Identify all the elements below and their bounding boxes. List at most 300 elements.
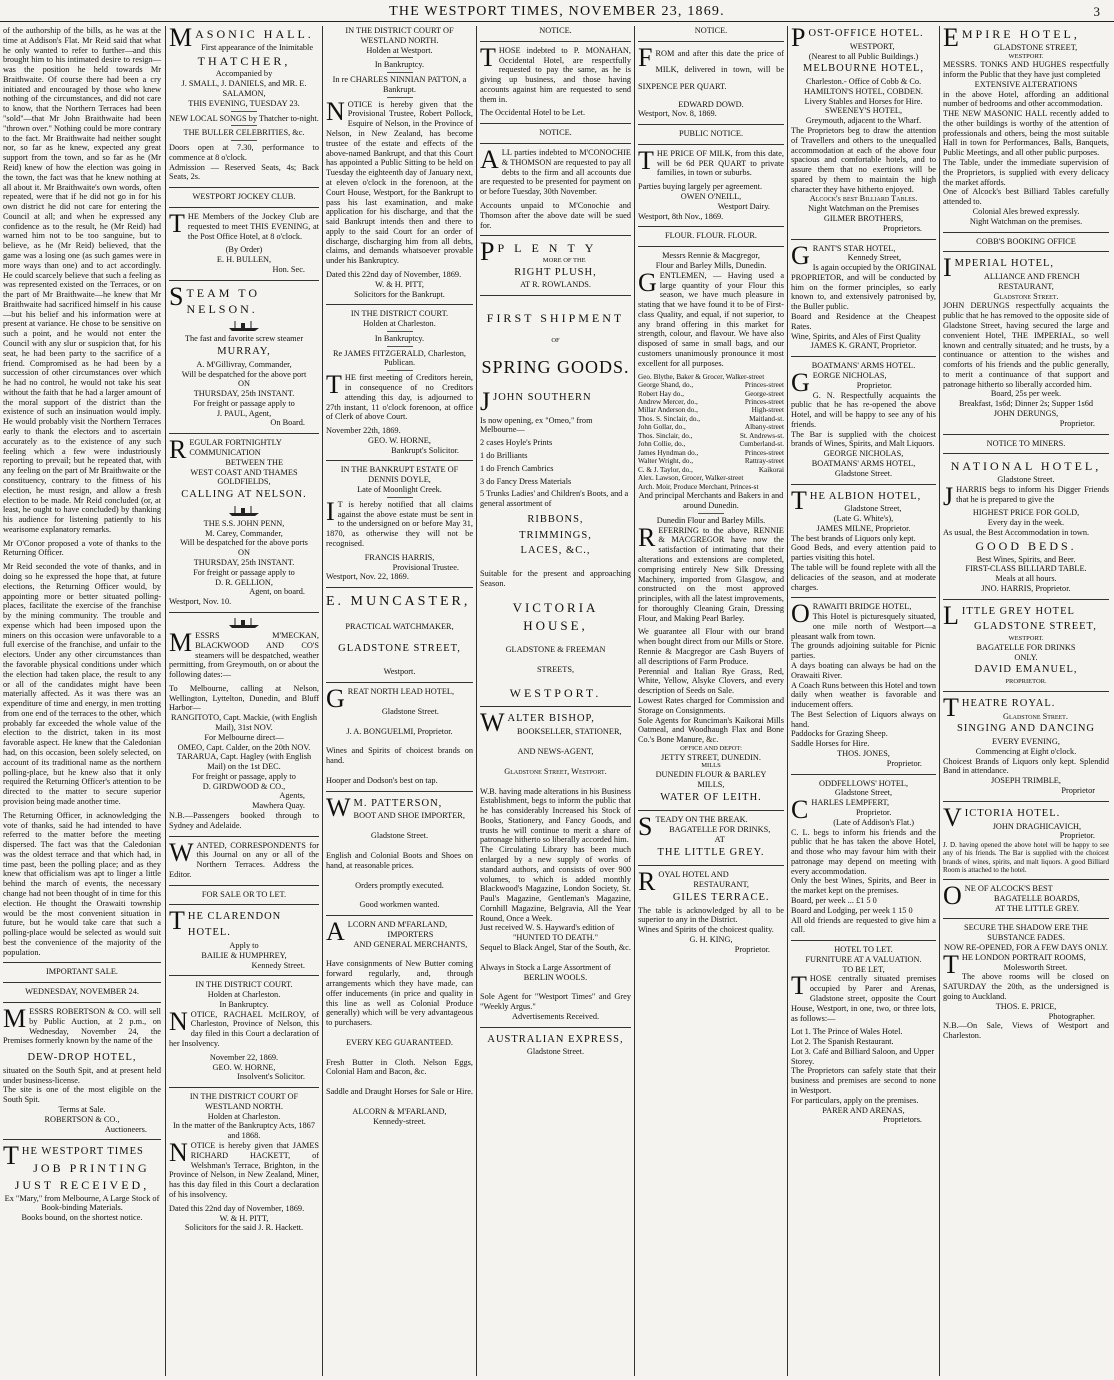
alcorn-signature-title: Kennedy-street.	[373, 1116, 426, 1126]
sale-terms: Terms at Sale.	[58, 1105, 106, 1114]
milk-notice-heading: NOTICE.	[694, 26, 728, 35]
testimonial-street: Kaikorai	[758, 465, 784, 474]
jockey-signature: E. H. BULLEN,	[216, 255, 272, 265]
masonic-accompanied: Accompanied by	[215, 69, 273, 79]
gilmer-signature-title: Proprietors.	[883, 223, 922, 233]
column-2: MASONIC HALL. First appearance of the Inimitable THATCHER, Accompanied by J. SMALL, J. DANIELS, and MR. E. SALAMON, THIS EVENING, TUESDAY 23. NEW LOCAL SONGS by Thatcher to-night. THE BULLER CELEBRITIES, &c. Doors open at 7.30, performance to commence at 8 o'clock. Admission — Reserved Seats, 4s; Back Seats, 2s. WESTPORT JOCKEY CLUB. THE Members of the Jockey Club are requested to meet THIS EVENING, at the Post Office Hotel, at 8 o'clock. (By Order) E. H. BULLEN, Hon. Sec. STEAM TO NELSON. The fast and favorite screw steamer MURRAY, A. M'Gillivray, Commander, Will be despatched for the above port ON THURSDAY, 25th INSTANT. For freight or passage apply to J. PAUL, Agent, On Board. REGULAR FORTNIGHTLY COMMUNICATION BETWEEN THE WEST COAST AND THAMES GOLDFIELDS, CALLING AT NELSON. THE S.S. JOHN PENN, M. Carey, Commander, Will be despatched for the above ports ON THURSDAY, 25th INSTANT. For freight or passage apply to D. R. GELLION, Agent, on board. Westport, Nov. 10. MESSRS M'MECKAN, BLACKWOOD AND CO'S steamers will be despatched, weather permitting, from Greymouth, on or about the following dates:— To Melbourne, calling at Nelson, Wellington, Lyttelton, Dunedin, and Bluff Harbor— RANGITOTO, Capt. Mackie, (with English Mail), 31st NOV. For Melbourne direct— OMEO, Capt. Calder, on the 20th NOV. TARARUA, Capt. Hagley (with English Mail) on the 1st DEC. For freight or passage, apply to D. GIRDWOOD & CO., Agents, Mawhera Quay. N.B.—Passengers booked through to Sydney and Adelaide. WANTED, CORRESPONDENTS for this Journal on any or all of the Northern Terraces. Address the Editor. FOR SALE OR TO LET. THE CLARENDON HOTEL. Apply to BAILIE & HUMPHREY, Kennedy Street. IN THE DISTRICT COURT. Holden at Charleston. In Bankruptcy. NOTICE, RACHAEL McILROY, of Charleston, Province of Nelson, this day filed in this Court a declaration of her Insolvency. November 22, 1869. GEO. W. HORNE, Insolvent's Solicitor. IN THE DISTRICT COURT OF WESTLAND NORTH. Holden at Charleston. In the matter of the Bankruptcy Acts, 1867 and 1868. NOTICE is hereby given that JAMES RICHARD HACKETT, of Welshman's Terrace, Brighton, in the Province of Nelson, in New Zealand, Miner, has this day filed in this Court a declaration of his insolvency. Dated this 22nd day of November, 1869. W. & H. PITT, Solicitors for the said J. R. Hackett.	[169, 26, 319, 1233]
column-3: IN THE DISTRICT COURT OF WESTLAND NORTH. Holden at Westport. In Bankruptcy. In re CHARLES NINNIAN PATTON, a Bankrupt. NOTICE is hereby given that the Provisional Trustee, Robert Pollock, Esquire of Nelson, in the Province of Nelson, in New Zealand, has become trustee of the estate and effects of the above-named Bankrupt, and that this Court has appointed a Public Sitting to be held on Tuesday the eighteenth day of January next, at eleven o'clock in the forenoon, at the Court House, Westport, for the Bankrupt to pass his last examination, and make application for his discharge, and that the said Bankrupt intends then and there to apply to the said Court for an order of discharge, discharging him from all debts, claims, and demands whatsoever provable under his Bankruptcy. Dated this 22nd day of November, 1869. W. & H. PITT, Solicitors for the Bankrupt. IN THE DISTRICT COURT. Holden at Charleston. In Bankruptcy. Re JAMES FITZGERALD, Charleston, Publican. THE first meeting of Creditors herein, in consequence of no Creditors attending this day, is adjourned to 27th instant, 11 o'clock forenoon, at office of Clerk of above Court. November 22th, 1869. GEO. W. HORNE, Bankrupt's Solicitor. IN THE BANKRUPT ESTATE OF DENNIS DOYLE, Late of Moonlight Creek. I T is hereby notified that all claims against the above estate must be sent in to the undersigned on or before May 31, 1870, as otherwise they will not be recognised. FRANCIS HARRIS, Provisional Trustee. Westport, Nov. 22, 1869. E. MUNCASTER, PRACTICAL WATCHMAKER, GLADSTONE STREET, Westport. GREAT NORTH LEAD HOTEL, Gladstone Street. J. A. BONGUELMI, Proprietor. Wines and Spirits of choicest brands on hand. Hooper and Dodson's best on tap. W M. PATTERSON, BOOT AND SHOE IMPORTER, Gladstone Street. English and Colonial Boots and Shoes on hand, at reasonable prices. Orders promptly executed. Good workmen wanted. ALCORN AND M'FARLAND, IMPORTERS AND GENERAL MERCHANTS, Have consignments of New Butter coming forward regularly, and, through arrangements which they have made, can offer inducements (in price and quality in this line as well as Colonial Produce generally) which will be very advantageous to purchasers. EVERY KEG GUARANTEED. Fresh Butter in Cloth. Nelson Eggs, Colonial Ham and Bacon, &c. Saddle and Draught Horses for Sale or Hire. ALCORN & M'FARLAND, Kennedy-street.	[326, 26, 473, 1126]
article-text: Mr Reid seconded the vote of thanks, and in doing so he expressed the hope that, at future elections, the Returning Officer would, by appointing more or better situated polling-places, facilitate the exercise of the franchise by the mining community. The trouble and expense which had been imposed upon the miners on this occasion were unfavorable to a full exercise of the franchise, and unfair to the electors. Under any other circumstances than the favorable physical conditions under which the election had taken place, the result to any or all of the candidates might have been materially affected. As it was there was an expenditure of time and energy, in men trotting from one end of the terraces to the other, which probably far exceeded the whole value of the election to the district, taken in its most favorable aspect. He knew that the Caledonian had, on this occasion, been solely selected, on account of its traditional name as the northern polling-place, but he knew also that it only required the Returning Officer's attention to be directed to the matter to secure superior provision being made another time.	[3, 562, 161, 806]
court-held: Holden at Charleston.	[207, 990, 281, 1000]
flour-and: And principal Merchants and Bakers in and around Dunedin.	[638, 491, 784, 511]
column-7: EMPIRE HOTEL, GLADSTONE STREET, WESTPORT. MESSRS. TONKS AND HUGHES respectfully inform the Public that they have just completed EXTENSIVE ALTERATIONS in the above Hotel, affording an additional number of bedrooms and other accommodation. THE NEW MASONIC HALL recently added to the other buildings is worthy of the attention of professionals and others, being the most suitable Hall in town for Performances, Balls, Banquets, Public Meetings, and all other public purposes. The Table, under the immediate supervision of the Proprietors, is supplied with every delicacy the market affords. One of Alcock's best Billiard Tables carefully attended to. Colonial Ales brewed expressly. Night Watchman on the premises. COBB'S BOOKING OFFICE IMPERIAL HOTEL, ALLIANCE AND FRENCH RESTAURANT, Gladstone Street. JOHN DERUNGS respectfully acquaints the public that he has removed to the opposite side of Gladstone Street, having secured the large and convenient Hotel, THE IMPERIAL, so well known and centrally situated; and he trusts, by a continuance or attention to the wishes and comforts of his friends and the public generally, to merit a continuance of that support and patronage hitherto so liberally accorded him. Board, 25s per week. Breakfast, 1s6d; Dinner 2s; Supper 1s6d JOHN DERUNGS, Proprietor. NOTICE TO MINERS. NATIONAL HOTEL, Gladstone Street. JHARRIS begs to inform his Digger Friends that he is prepared to give the HIGHEST PRICE FOR GOLD, Every day in the week. As usual, the Best Accommodation in town. GOOD BEDS. Best Wines, Spirits, and Beer. FIRST-CLASS BILLIARD TABLE. Meals at all hours. JNO. HARRIS, Proprietor. LITTLE GREY HOTEL GLADSTONE STREET, WESTPORT. BAGATELLE FOR DRINKS ONLY. DAVID EMANUEL, PROPRIETOR. THEATRE ROYAL. Gladstone Street. SINGING AND DANCING EVERY EVENING, Commencing at Eight o'clock. Choicest Brands of Liquors only kept. Splendid Band in attendance. JOSEPH TRIMBLE, Proprietor VICTORIA HOTEL. JOHN DRAGHICAVICH, Proprietor. J. D. having opened the above hotel will be happy to see any of his friends. The Bar is supplied with the choicest brands of wines, spirits, and malt liquors. A good Billiard Room is attached to the hotel. ONE OF ALCOCK'S BEST BAGATELLE BOARDS, AT THE LITTLE GREY. SECURE THE SHADOW ERE THE SUBSTANCE FADES. NOW RE-OPENED, FOR A FEW DAYS ONLY. THE LONDON PORTRAIT ROOMS, Molesworth Street. The above rooms will be closed on SATURDAY the 20th, as the undersigned is going to Auckland. THOS. E. PRICE, Photographer. N.B.—On Sale, Views of Westport and Charleston.	[943, 26, 1109, 1041]
flour-firm: Messrs Rennie & Macgregor,	[662, 251, 760, 261]
alcock-little-grey: AT THE LITTLE GREY.	[994, 903, 1079, 913]
referring-mills-2: DUNEDIN FLOUR & BARLEY	[655, 769, 767, 779]
regular-agent: D. R. GELLION,	[215, 577, 273, 587]
theatre-signature-title: Proprietor	[1061, 786, 1095, 796]
great-north-lead-proprietor: J. A. BONGUELMI, Proprietor.	[346, 726, 453, 736]
jockey-order: (By Order)	[225, 245, 263, 255]
empire-table: The Table, under the immediate supervision of the Proprietors, is supplied with every delicacy the market affords.	[943, 158, 1109, 187]
bishop-agent: Sole Agent for "Westport Times" and Grey "Weekly Argus."	[480, 992, 631, 1012]
testimonial-name: Geo. Blythe, Baker & Grocer, Walker-street	[638, 372, 765, 381]
cobb-booking: COBB'S BOOKING OFFICE	[976, 236, 1076, 246]
steam-body: The fast and favorite screw steamer	[184, 334, 304, 344]
spring-goods: SPRING GOODS.	[481, 356, 630, 377]
public-notice-body-2: Parties buying largely per agreement.	[638, 182, 763, 192]
notice2-heading: NOTICE.	[539, 128, 572, 138]
national-heading: NATIONAL HOTEL,	[950, 459, 1102, 474]
national-gold: HIGHEST PRICE FOR GOLD,	[972, 508, 1080, 518]
estate-date: Westport, Nov. 22, 1869.	[326, 572, 409, 582]
testimonial-name: John Collie, do.,	[638, 440, 686, 449]
sale-body: ESSRS ROBERTSON & CO. will sell by Public Auction, at 2 p.m., on Wednesday, November 24, the Premises formerly known by the name of the	[3, 1007, 161, 1046]
estate-heading: IN THE BANKRUPT ESTATE OF DENNIS DOYLE,	[340, 465, 459, 485]
bishop-trade-2: AND NEWS-AGENT,	[517, 746, 594, 756]
testimonial-name: C. & J. Taylor, do.,	[638, 465, 693, 474]
testimonial-name: Andrew Mercer, do.,	[638, 397, 698, 406]
court-heading: IN THE DISTRICT COURT.	[195, 980, 293, 990]
plenty-heading: PLENTY	[497, 241, 604, 256]
theatre-liquors: Choicest Brands of Liquors only kept. Splendid Band in attendance.	[943, 756, 1109, 776]
steam-ship-name: MURRAY,	[217, 346, 271, 358]
imperial-restaurant: RESTAURANT,	[998, 281, 1054, 291]
mmeckan-to: To Melbourne, calling at Nelson, Wellington, Lyttelton, Dunedin, and Bluff Harbor—	[169, 683, 319, 713]
notice-body: HOSE indebted to P. MONAHAN, Occidental Hotel, are respectfully requested to pay the same, as he is giving up business, and those having accounts against him are requested to send them in.	[480, 45, 631, 104]
page-number: 3	[1093, 4, 1100, 19]
empire-heading: MPIRE HOTEL,	[961, 27, 1080, 41]
national-wines: Best Wines, Spirits, and Beer.	[976, 554, 1076, 564]
reopened-heading: NOW RE-OPENED, FOR A FEW DAYS ONLY.	[944, 943, 1108, 953]
gilmer-signature: GILMER BROTHERS,	[823, 214, 904, 223]
bishop-heading: ALTER BISHOP,	[507, 713, 595, 725]
court4-signature-title: Bankrupt's Solicitor.	[391, 445, 459, 455]
theatre-time: Commencing at Eight o'clock.	[975, 746, 1077, 756]
imperial-street: Gladstone Street.	[993, 291, 1059, 301]
steam-onboard: On Board.	[270, 418, 305, 428]
regular-place: Westport, Nov. 10.	[169, 597, 232, 607]
london-portrait-heading: HE LONDON PORTRAIT ROOMS,	[961, 952, 1086, 962]
grant-wine: Wine, Spirits, and Ales of First Quality	[791, 331, 921, 341]
express-heading: AUSTRALIAN EXPRESS,	[487, 1033, 624, 1045]
clarendon-apply: Apply to	[229, 940, 259, 950]
steam-agent: J. PAUL, Agent,	[216, 408, 272, 418]
public-notice-heading: PUBLIC NOTICE.	[678, 129, 744, 139]
jockey-signature-title: Hon. Sec.	[272, 264, 305, 274]
testimonial-row	[638, 381, 784, 389]
boatmans-heading: BOATMANS' ARMS HOTEL.	[811, 361, 916, 371]
bishop-library: The Circulating Library has been much enlarged by a new supply of works of standard authors, and consists of over 900 volumes, to which is added monthly Blackwood's Magazine, London Society, St. Paul's Magazine, Gentleman's Magazine, Cornhill Magazine, Belgravia, All the Year Round, Once a Week.	[480, 845, 631, 923]
court4-bankruptcy: In Bankruptcy.	[374, 333, 425, 343]
royal-heading: OYAL HOTEL AND	[658, 870, 729, 880]
regular-date: THURSDAY, 25th INSTANT.	[193, 558, 295, 568]
times-body: Ex "Mary," from Melbourne, A Large Stock of Book-binding Materials.	[4, 1193, 160, 1213]
little-grey-street: GLADSTONE STREET,	[974, 621, 1097, 633]
london-portrait-street: Molesworth Street.	[1003, 962, 1068, 972]
proprietors-body: The Proprietors beg to draw the attention of Travellers and others to the unequalled accommodation at each of the above four spacious and comfortable hotels, and to assure them that no exertions will be spared by them to maintain the high character they have hitherto enjoyed.	[791, 125, 936, 194]
steam-freight: For freight or passage apply to	[193, 398, 295, 408]
notice2-body: LL parties indebted to M'CONOCHIE & THOMSON are requested to pay all debts to the firm and all accounts due are requested to be presented for payment on or before Tuesday, 30th November.	[480, 148, 631, 197]
testimonial-row	[638, 432, 784, 440]
patterson-wanted: Good workmen wanted.	[359, 900, 440, 910]
victoria-house-town: WESTPORT.	[509, 685, 602, 700]
great-north-lead-wines: Wines and Spirits of choicest brands on hand.	[326, 746, 473, 766]
referring-guarantee: We guarantee all Flour with our brand when bought direct from our Mills or Store.	[638, 627, 784, 647]
victoria-hotel-proprietor-title: Proprietor.	[1059, 831, 1095, 841]
clarendon-who: BAILIE & HUMPHREY,	[201, 950, 287, 960]
imperial-signature-title: Proprietor.	[1059, 418, 1095, 428]
court2-date: Dated this 22nd day of November, 1869.	[169, 1203, 305, 1213]
albion-late: (Late G. White's),	[833, 514, 894, 524]
wanted-body: ANTED, CORRESPONDENTS for this Journal on any or all of the Northern Terraces. Address the Editor.	[169, 840, 319, 879]
proprietors-night: Night Watchman on the Premises	[808, 204, 919, 214]
estate-body: T is hereby notified that all claims against the above estate must be sent in to the undersigned on or before May 31, 1870, as otherwise they will not be recognised.	[326, 499, 473, 548]
court2-heading: IN THE DISTRICT COURT OF WESTLAND NORTH.	[189, 1092, 299, 1111]
testimonial-name: Arch. Moir, Produce Merchant, Princes-st	[638, 482, 759, 491]
testimonial-name: Robert Hay do.,	[638, 389, 684, 398]
regular-despatch: Will be despatched for the above ports	[180, 538, 308, 548]
national-usual: As usual, the Best Accommodation in town.	[943, 528, 1090, 538]
referring-agents: Sole Agents for Runciman's Kaikorai Mills Oatmeal, and Woodhaugh Flax and Bone Co.'s Bone Manure, &c.	[638, 715, 784, 745]
oddfellows-lodging-rate: Board and Lodging, per week 1 15 0	[791, 905, 913, 915]
post-office-heading: OST-OFFICE HOTEL.	[808, 28, 924, 39]
patterson-street: Gladstone Street.	[370, 831, 429, 841]
court3-body: OTICE is hereby given that the Provisional Trustee, Robert Pollock, Esquire of Nelson, in the Province of Nelson, in New Zealand, has become trustee of the estate and effects of the above-named Bankrupt, and that this Court has appointed a Public Sitting to be held on Tuesday the eighteenth day of January next, at eleven o'clock in the forenoon, at the Court House, Westport, for the Bankrupt to pass his last examination, and make application for his discharge, and that the said Bankrupt intends then and there to apply to the said Court for an order of discharge, discharging him from all debts, claims, and demands whatsoever provable under his Bankruptcy.	[326, 99, 473, 266]
steady-bagatelle: BAGATELLE FOR DRINKS,	[669, 825, 771, 835]
steamer-icon	[227, 505, 261, 517]
regular-route: WEST COAST AND THAMES GOLDFIELDS,	[190, 467, 298, 487]
court-body: OTICE, RACHAEL McILROY, of Charleston, Province of Nelson, this day filed in this Court a declaration of her Insolvency.	[169, 1009, 319, 1048]
oddfellows-street: Gladstone Street,	[834, 788, 893, 798]
steam-commander: A. M'Gillivray, Commander,	[196, 359, 292, 369]
article-text: The Returning Officer, in acknowledging the vote of thanks, said he had intended to have referred to the matter before the meeting dispersed. The fact was that the Caledonian was the oldest terrace and that which had, in time past, been the polling place; and as they knew that officialism was apt to linger a little behind the march of events, the necessary change had not been thought of in time for this election. He thought the Orawaiti township would be the most convenient situation in future, but he would take care that such a polling-place would be selected as would suit best the convenience of the majority of the population.	[3, 810, 161, 957]
steam-heading: TEAM TO NELSON.	[186, 285, 261, 317]
testimonial-street: High-street	[751, 406, 784, 415]
testimonial-street: St. Andrews-st.	[739, 431, 784, 440]
empire-ales: Colonial Ales brewed expressly.	[972, 206, 1080, 216]
times-subheading-2: JUST RECEIVED,	[14, 1177, 150, 1192]
milk-notice-date: Westport, Nov. 8, 1869.	[638, 109, 717, 119]
testimonial-row	[638, 406, 784, 414]
flour-body: ENTLEMEN, — Having used a large quantity of your Flour this season, we have much pleasure in stating that we have found it to be of First-class Quality, and equal, if not superior, to any brand offering in this market for strength, colour, and flavour. We have also disposed of same in small bags, and our customers unanimously pronounce it most excellent for all purposes.	[638, 270, 784, 368]
royal-signature-title: Proprietor.	[734, 944, 770, 954]
regular-heading: EGULAR FORTNIGHTLY COMMUNICATION	[189, 438, 282, 458]
to-be-let-signature-title: Proprietors.	[883, 1115, 922, 1125]
boatmans-signature-2: BOATMANS' ARMS HOTEL,	[811, 458, 916, 468]
theatre-singing: SINGING AND DANCING	[957, 723, 1095, 735]
alcorn-body: Have consignments of New Butter coming forward regularly, and, through arrangements which they have made, can offer inducements (in price and quality in this line as well as Colonial Produce generally) which will be very advantageous to purchasers.	[326, 959, 473, 1028]
column-5: NOTICE. FROM and after this date the price of MILK, delivered in town, will be SIXPENCE PER QUART. EDWARD DOWD. Westport, Nov. 8, 1869. PUBLIC NOTICE. THE PRICE OF MILK, from this date, will be 6d PER QUART to private families, in town or suburbs. Parties buying largely per agreement. OWEN O'NEILL, Westport Dairy. Westport, 8th Nov., 1869. FLOUR. FLOUR. FLOUR. Messrs Rennie & Macgregor, Flour and Barley Mills, Dunedin. GENTLEMEN, — Having used a large quantity of your Flour this season, we have much pleasure in stating that we have found it to be of First-class Quality, and equal, if not superior, to any brand offering in this market for strength, colour, and flavour. We have also disposed of same in small bags, and our customers unanimously pronounce it most excellent for all purposes. Geo. Blythe, Baker & Grocer, Walker-street George Shand, do., Princes-street Robert Hay do., George-street Andrew Mercer, do., Princes-street Millar Anderson do., High-street Thos. S. Sinclair, do., Maitland-st. John Gollar, do., Albany-street Thos. Sinclair, do., St. Andrews-st. John Collie, do., Cumberland-st. James Hyndman do., Princes-street Walter Wright, do., Rattray-street C. & J. Taylor, do., Kaikorai Alex. Lawson, Grocer, Walker-street Arch. Moir, Produce Merchant, Princes-st And principal Merchants and Bakers in and around Dunedin. Dunedin Flour and Barley Mills. REFERRING to the above, RENNIE & MACGREGOR have now the satisfaction of intimating that their alterations and extensions are completed, comprising entirely New Silk Dressing Machinery, imported from Glasgow, and constructed on the most approved principles, with all the latest improvements, for thoroughly Cleaning Grain, Dressing Flour, and Making Pearl Barley. We guarantee all Flour with our brand when bought direct from our Mills or Store. Rennie & Macgregor are Cash Buyers of all descriptions of Farm Produce. Perennial and Italian Rye Grass, Red, White, Yellow, Alsyke Clovers, and every description of Seeds on Sale. Lowest Rates charged for Commission and Storage on Consignments. Sole Agents for Runciman's Kaikorai Mills Oatmeal, and Woodhaugh Flax and Bone Co.'s Bone Manure, &c. OFFICE AND DEPOT: JETTY STREET, DUNEDIN. MILLS DUNEDIN FLOUR & BARLEY MILLS, WATER OF LEITH. STEADY ON THE BREAK. BAGATELLE FOR DRINKS, AT THE LITTLE GREY. ROYAL HOTEL AND RESTAURANT, GILES TERRACE. The table is acknowledged by all to be superior to any in the District. Wines and Spirits of the choicest quality. G. H. KING, Proprietor.	[638, 26, 784, 954]
referring-rates: Lowest Rates charged for Commission and Storage on Consignments.	[638, 695, 784, 715]
patterson-body: English and Colonial Boots and Shoes on hand, at reasonable prices.	[326, 850, 473, 870]
mmeckan-place: Mawhera Quay.	[252, 801, 305, 811]
victoria-hotel-proprietor: JOHN DRAGHICAVICH,	[992, 821, 1082, 831]
bishop-body: W.B. having made alterations in his Business Establishment, begs to inform the public that he has considerably Increased his Stock of Books, Stationery, and Fancy Goods, and trusts he will continue to merit a share of patronage hitherto so liberally accorded him.	[480, 786, 631, 845]
oddfellows-body: C. L. begs to inform his friends and the public that he has taken the above Hotel, and those who may favour him with their patronage may depend on meeting with every accommodation.	[791, 827, 936, 876]
bishop-wools: Always in Stock a Large Assortment of	[480, 962, 611, 972]
imperial-heading: MPERIAL HOTEL,	[954, 258, 1055, 270]
theatre-heading: HEATRE ROYAL.	[961, 697, 1056, 709]
referring-office: OFFICE AND DEPOT:	[680, 744, 742, 752]
victoria-hotel-heading: ICTORIA HOTEL.	[964, 807, 1061, 819]
empire-body: MESSRS. TONKS AND HUGHES respectfully inform the Public that they have just completed	[943, 60, 1109, 80]
testimonial-name: Thos. S. Sinclair, do.,	[638, 414, 701, 423]
newspaper-title: THE WESTPORT TIMES, NOVEMBER 23, 1869.	[389, 4, 725, 19]
jockey-body: HE Members of the Jockey Club are requested to meet THIS EVENING, at the Post Office Hotel, at 8 o'clock.	[187, 211, 319, 241]
masonic-date: THIS EVENING, TUESDAY 23.	[188, 98, 300, 108]
for-sale-heading: FOR SALE OR TO LET.	[201, 889, 287, 899]
post-office-town: WESTPORT,	[849, 41, 895, 51]
court2-body: OTICE is hereby given that JAMES RICHARD HACKETT, of Welshman's Terrace, Brighton, in the Province of Nelson, in New Zealand, Miner, has this day filed in this Court a declaration of his insolvency.	[169, 1141, 319, 1199]
patterson-trade: BOOT AND SHOE IMPORTER,	[353, 811, 465, 821]
albion-beds: Good Beds, and every attention paid to parties visiting this hotel.	[791, 543, 936, 563]
court4-re: Re JAMES FITZGERALD, Charleston, Publican.	[333, 348, 466, 368]
grant-signature: JAMES K. GRANT, Proprietor.	[810, 341, 917, 351]
public-notice-body: HE PRICE OF MILK, from this date, will be 6d PER QUART to private families, in town or suburbs.	[656, 148, 784, 178]
masonic-celebrities: THE BULLER CELEBRITIES, &c.	[183, 128, 305, 138]
article-text: of the authorship of the bills, as he was at the time at Addison's Flat. Mr Reid said that what he only wanted to refer to further—and this brought him to his intimated desire to resign—was the position he held towards Mr Braithwaite. Of course there had been a cry initiated and encouraged by those who knew nothing of the circumstances, and did not care to know, that the Northern Terraces had been "sold"—that Mr John Braithwaite had been "thrown over." Nothing could be more contrary to the fact. Mr Braithwaite had neither sought nor, so far as he knew, expected any great support from the town, and so far as he (Mr Reid) knew of how the election was going in the town, the fact was that he knew nothing at all about it. Mr Braithwaite's own words, often repeated, were that if he did not go in for his own district he did not care for entering the Council at all; and when he expressed any confidence as to the result, he (Mr Reid) had warned him not to be too sanguine, but to believe, as he (Mr Reid) believed, that the game was a losing one (as such games were in more ways than one) and to act accordingly. He could scarcely believe that such a feeling as was represented existed on the Terraces, or on the part of Mr Braithwaite—he knew that Mr Braithwaite had sacrificed himself in his cause—but his belief and his information were at present at variance. He chose to be sensitive on such a point, and he would not enter the Council with any slur or suspicion that, for his seat, he had been party to the sacrifice of a friend. Compromised as he had been by a succession of other circumstances over which he had no control, he would not take his seat without the faith that he had a larger amount of the moral support of the district than the existence of such an insinuation would imply. He would probably visit the Northern Terraces early to thank the electors and to ascertain accurately as to the existence of any such feeling which a few were industriously reporting to prevail; but he repeated that, with any feeling on the part of Mr Braithwaite or the constituency, contrary to the fitness of his election, he must resign, and allow a fresh election to be made. Mr Reid concluded (or, at least, he ought to have concluded) by thanking his audience for listening patiently to his wearisome explanatory remarks.	[3, 26, 161, 534]
referring-mills-4: WATER OF LEITH.	[660, 791, 762, 803]
testimonial-name: Thos. Sinclair, do.,	[638, 431, 693, 440]
regular-agent-2: Agent, on board.	[249, 587, 305, 597]
court-signature-title: Insolvent's Solicitor.	[237, 1072, 305, 1082]
alcorn-signature: ALCORN & M'FARLAND,	[352, 1107, 447, 1117]
hamilton-hotel: HAMILTON'S HOTEL, COBDEN.	[803, 86, 924, 96]
little-grey-bagatelle: BAGATELLE FOR DRINKS	[976, 642, 1076, 652]
masonic-names: J. SMALL, J. DANIELS, and MR. E. SALAMON,	[181, 79, 307, 98]
regular-calling: CALLING AT NELSON.	[181, 489, 307, 501]
to-be-let-signature: PARER AND ARENAS,	[822, 1105, 905, 1115]
flour-testimonial-list	[638, 373, 784, 492]
orawaiti-signature-title: Proprietor.	[886, 758, 922, 768]
court3-bankruptcy: In Bankruptcy.	[374, 60, 425, 70]
mmeckan-freight: For freight or passage, apply to	[192, 771, 296, 781]
milk-notice-signature: EDWARD DOWD.	[678, 99, 744, 109]
albion-street: Gladstone Street,	[844, 504, 902, 514]
alcock-heading: NE OF ALCOCK'S BEST	[964, 884, 1053, 894]
masonic-admission: Admission — Reserved Seats, 4s; Back Seats, 2s.	[169, 162, 319, 182]
southern-body: Is now opening, ex "Omeo," from Melbourne—	[480, 415, 593, 435]
national-day: Every day in the week.	[987, 518, 1065, 528]
alcorn-heading: LCORN AND M'FARLAND,	[347, 920, 448, 930]
plenty-more: MORE OF THE	[542, 257, 586, 265]
steamer-icon	[227, 320, 261, 332]
steam-on: ON	[238, 379, 250, 389]
mmeckan-ship-2: OMEO, Capt. Calder, on the 20th NOV.	[177, 742, 311, 752]
testimonial-row	[638, 483, 784, 491]
empire-night: Night Watchman on the premises.	[969, 216, 1083, 226]
referring-office-2: JETTY STREET, DUNEDIN.	[660, 752, 761, 762]
little-grey-town: WESTPORT.	[1008, 635, 1044, 643]
imperial-alliance: ALLIANCE AND FRENCH	[983, 272, 1080, 282]
orawaiti-boating: A days boating can always be had on the Orawaiti River.	[791, 661, 936, 680]
southern-item: 1 do French Cambrics	[480, 463, 554, 473]
to-be-let-particulars: For particulars, apply on the premises.	[791, 1095, 919, 1105]
regular-ship: THE S.S. JOHN PENN,	[203, 518, 285, 528]
mmeckan-ship-3: TARARUA, Capt. Hagley (with English Mail) on the 1st DEC.	[176, 752, 312, 772]
royal-body: The table is acknowledged by all to be superior to any in the District.	[638, 905, 784, 925]
bishop-sequel: Sequel to Black Angel, Star of the South, &c.	[480, 943, 631, 953]
estate-signature-title: Provisional Trustee.	[392, 562, 459, 572]
lot-item: Lot 2. The Spanish Restaurant.	[791, 1037, 894, 1047]
muncaster-trade: PRACTICAL WATCHMAKER,	[345, 621, 454, 631]
column-4: NOTICE. THOSE indebted to P. MONAHAN, Occidental Hotel, are respectfully requested to pay the same, as he is giving up business, and those having accounts against him are requested to send them in. The Occidental Hotel to be Let. NOTICE. ALL parties indebted to M'CONOCHIE & THOMSON are requested to pay all debts to the firm and all accounts due are requested to be presented for payment on or before Tuesday, 30th November. Accounts unpaid to M'Conochie and Thomson after the above date will be sued for. PPLENTY MORE OF THE RIGHT PLUSH, AT R. ROWLANDS. FIRST SHIPMENT OF SPRING GOODS. JJOHN SOUTHERN Is now opening, ex "Omeo," from Melbourne— 2 cases Hoyle's Prints 1 do Brilliants 1 do French Cambrics 3 do Fancy Dress Materials 5 Trunks Ladies' and Children's Boots, and a general assortment of RIBBONS, TRIMMINGS, LACES, &C., Suitable for the present and approaching Season. VICTORIA HOUSE, GLADSTONE & FREEMAN STREETS, WESTPORT. WALTER BISHOP, BOOKSELLER, STATIONER, AND NEWS-AGENT, Gladstone Street, Westport. W.B. having made alterations in his Business Establishment, begs to inform the public that he has considerably Increased his Stock of Books, Stationery, and Fancy Goods, and trusts he will continue to merit a share of patronage hitherto so liberally accorded him. The Circulating Library has been much enlarged by a new supply of works of standard authors, and consists of over 900 volumes, to which is added monthly Blackwood's Magazine, London Society, St. Paul's Magazine, Gentleman's Magazine, Cornhill Magazine, Belgravia, All the Year Round, Once a Week. Just received W. S. Hayward's edition of "HUNTED TO DEATH." Sequel to Black Angel, Star of the South, &c. Always in Stock a Large Assortment of BERLIN WOOLS. Sole Agent for "Westport Times" and Grey "Weekly Argus." Advertisements Received. AUSTRALIAN EXPRESS, Gladstone Street.	[480, 26, 631, 1057]
victoria-hotel-body: J. D. having opened the above hotel will be happy to see any of his friends. The Bar is supplied with the choicest brands of wines, spirits, and malt liquors. A good Billiard Room is attached to the hotel.	[943, 841, 1109, 874]
notice-body-2: The Occidental Hotel to be Let.	[480, 108, 586, 118]
orawaiti-signature: THOS. JONES,	[837, 749, 890, 759]
bishop-berlin: BERLIN WOOLS.	[523, 972, 588, 982]
national-body: HARRIS begs to inform his Digger Friends that he is prepared to give the	[956, 484, 1109, 504]
shadow-heading: SECURE THE SHADOW ERE THE SUBSTANCE FADES.	[964, 923, 1088, 943]
public-notice-date: Westport, 8th Nov., 1869.	[638, 211, 724, 221]
southern-heading: JOHN SOUTHERN	[493, 391, 592, 403]
orawaiti-heading: RAWAITI BRIDGE HOTEL,	[812, 602, 912, 612]
testimonial-name: Walter Wright, do.,	[638, 457, 694, 466]
sweeney-hotel: SWEENEY'S HOTEL,	[824, 106, 903, 116]
public-notice-signature-title: Westport Dairy.	[717, 201, 770, 211]
testimonial-row	[638, 449, 784, 457]
alcorn-butter: Fresh Butter in Cloth. Nelson Eggs, Colonial Ham and Bacon, &c.	[326, 1057, 473, 1077]
grant-heading: RANT'S STAR HOTEL,	[812, 243, 896, 253]
oddfellows-wines: Only the best Wines, Spirits, and Beer in the market kept on the premises.	[791, 876, 936, 896]
london-portrait-note: N.B.—On Sale, Views of Westport and Charleston.	[943, 1021, 1109, 1041]
court-date: November 22, 1869.	[209, 1052, 279, 1062]
testimonial-row	[638, 398, 784, 406]
plenty-rowlands: AT R. ROWLANDS.	[520, 280, 591, 290]
southern-item: 2 cases Hoyle's Prints	[480, 438, 553, 448]
testimonial-name: Alex. Lawson, Grocer, Walker-street	[638, 474, 744, 483]
court3-signature-title: Solicitors for the Bankrupt.	[354, 289, 445, 299]
to-be-let-proprietors: The Proprietors can safely state that their business and premises are second to none in Westport.	[791, 1066, 936, 1096]
patterson-orders: Orders promptly executed.	[355, 880, 444, 890]
court4-signature: GEO. W. HORNE,	[368, 435, 431, 445]
little-grey-only: ONLY.	[1014, 652, 1038, 662]
sale-body-2: situated on the South Spit, and at present held under business-license.	[3, 1065, 161, 1085]
theatre-signature: JOSEPH TRIMBLE,	[991, 776, 1061, 786]
court3-signature: W. & H. PITT,	[375, 279, 424, 289]
steady-at: AT	[714, 834, 725, 844]
testimonial-street: Albany-street	[744, 423, 784, 432]
london-portrait-body: The above rooms will be closed on SATURDAY the 20th, as the undersigned is going to Auckland.	[943, 972, 1109, 1001]
sweeney-hotel-sub: Greymouth, adjacent to the Wharf.	[805, 116, 922, 126]
southern-item: 3 do Fancy Dress Materials	[480, 476, 572, 486]
article-text: Mr O'Conor proposed a vote of thanks to the Returning Officer.	[3, 538, 161, 558]
boatmans-signature-3: Gladstone Street.	[834, 468, 893, 478]
court-bankruptcy: In Bankruptcy.	[219, 999, 269, 1009]
alcock-bagatelle: BAGATELLE BOARDS,	[994, 893, 1080, 903]
royal-signature: G. H. KING,	[689, 935, 733, 944]
court2-held: Holden at Charleston.	[207, 1111, 281, 1121]
masthead	[0, 0, 1114, 22]
oddfellows-board-rate: Board, per week ... £1 5 0	[791, 895, 877, 905]
regular-on: ON	[238, 548, 250, 558]
court2-signature: W. & H. PITT,	[219, 1213, 269, 1223]
boatmans-proprietor-title: Proprietor.	[856, 380, 893, 390]
hamilton-hotel-sub: Livery Stables and Horses for Hire.	[804, 96, 923, 106]
orawaiti-coach: A Coach Runs between this Hotel and town daily when weather is favorable and inducement offers.	[791, 680, 936, 710]
hotel-to-let-heading: HOTEL TO LET.	[834, 945, 893, 955]
orawaiti-saddle: Saddle Horses for Hire.	[791, 739, 870, 749]
steady-little-grey: THE LITTLE GREY.	[657, 846, 765, 858]
to-be-let-body: HOSE centrally situated premises occupied by Parer and Arenas, Gladstone street, opposite the Court House, Westport, in one, two, or three lots, as follows:—	[791, 974, 936, 1023]
flour-mills-2: Dunedin Flour and Barley Mills.	[656, 515, 766, 525]
boatmans-body: G. N. Respectfully acquaints the public that he has re-opened the above Hotel, and will be happy to see any of his friends.	[791, 390, 936, 429]
national-street: Gladstone Street.	[997, 475, 1055, 485]
little-grey-proprietor: PROPRIETOR.	[1005, 678, 1047, 686]
great-north-lead-heading: REAT NORTH LEAD HOTEL,	[347, 686, 455, 696]
testimonial-name: James Hyndman do.,	[638, 448, 699, 457]
court3-heading: IN THE DISTRICT COURT OF WESTLAND NORTH.	[345, 26, 454, 45]
empire-body-2: in the above Hotel, affording an additional number of bedrooms and other accommodation.	[943, 89, 1109, 109]
orawaiti-body: This Hotel is picturesquely situated, one mile north of Westport—a pleasant walk from town.	[791, 612, 936, 641]
lot-item: Lot 3. Café and Billiard Saloon, and Upper Storey.	[791, 1046, 935, 1066]
sale-signature-title: Auctioneers.	[104, 1124, 147, 1134]
southern-ribbons: RIBBONS,	[527, 513, 584, 525]
referring-grass: Perennial and Italian Rye Grass, Red, White, Yellow, Alsyke Clovers, and every description of Seeds on Sale.	[638, 666, 784, 696]
patterson-heading: M. PATTERSON,	[353, 797, 443, 809]
masonic-doors: Doors open at 7.30, performance to commence at 8 o'clock.	[169, 143, 319, 162]
masonic-songs: NEW LOCAL SONGS by Thatcher to-night.	[169, 113, 319, 123]
estate-late: Late of Moonlight Creek.	[357, 485, 442, 495]
little-grey-heading: ITTLE GREY HOTEL	[961, 605, 1075, 617]
national-meals: Meals at all hours.	[995, 574, 1057, 584]
national-signature: JNO. HARRIS, Proprietor.	[981, 583, 1071, 593]
bishop-received: Just received W. S. Hayward's edition of	[480, 923, 615, 933]
oddfellows-late: (Late of Addison's Flat.)	[833, 817, 915, 827]
royal-wines: Wines and Spirits of the choicest quality.	[638, 925, 774, 935]
court4-body: HE first meeting of Creditors herein, in consequence of no Creditors attending this day, is adjourned to 27th instant, 11 o'clock forenoon, at office of Clerk of above Court.	[326, 373, 473, 422]
to-be-let-heading: TO BE LET,	[842, 964, 885, 974]
alcorn-general: AND GENERAL MERCHANTS,	[353, 939, 468, 949]
oddfellows-proprietor-title: Proprietor.	[856, 807, 892, 817]
testimonial-row	[638, 474, 784, 482]
great-north-lead-tap: Hooper and Dodson's best on tap.	[326, 775, 438, 785]
royal-terrace: GILES TERRACE.	[672, 891, 770, 903]
mmeckan-for: For Melbourne direct—	[204, 732, 284, 742]
victoria-house-streets: STREETS,	[536, 664, 575, 674]
testimonial-row	[638, 440, 784, 448]
southern-body-block	[480, 416, 631, 509]
alcorn-importers: IMPORTERS	[387, 929, 434, 939]
testimonial-row	[638, 415, 784, 423]
sale-date: WEDNESDAY, NOVEMBER 24.	[25, 987, 139, 997]
testimonial-name: John Gollar, do.,	[638, 423, 686, 432]
empire-street: GLADSTONE STREET,	[993, 42, 1078, 52]
southern-laces: LACES, &C.,	[520, 545, 591, 557]
first-shipment: FIRST SHIPMENT	[486, 311, 625, 326]
sale-body-3: The site is one of the most eligible on the South Spit.	[3, 1085, 161, 1105]
mmeckan-agent: D. GIRDWOOD & CO.,	[202, 781, 286, 791]
referring-mills-3: MILLS,	[697, 779, 725, 789]
theatre-evening: EVERY EVENING,	[992, 737, 1060, 747]
mmeckan-note: N.B.—Passengers booked through to Sydney and Adelaide.	[169, 811, 319, 830]
testimonial-row	[638, 466, 784, 474]
testimonial-street: Cumberland-st.	[739, 440, 784, 449]
melbourne-hotel-sub: Charleston.- Office of Cobb & Co.	[805, 77, 922, 87]
jockey-heading: WESTPORT JOCKEY CLUB.	[192, 192, 296, 202]
albion-proprietor: JAMES MILNE, Proprietor.	[816, 523, 911, 533]
court2-matter: In the matter of the Bankruptcy Acts, 1867 and 1868.	[173, 1121, 315, 1141]
column-6: POST-OFFICE HOTEL. WESTPORT, (Nearest to all Public Buildings.) MELBOURNE HOTEL, Charleston.- Office of Cobb & Co. HAMILTON'S HOTEL, COBDEN. Livery Stables and Horses for Hire. SWEENEY'S HOTEL, Greymouth, adjacent to the Wharf. The Proprietors beg to draw the attention of Travellers and others to the unequalled accommodation at each of the above four spacious and comfortable hotels, and to assure them that no exertions will be spared by them to maintain the high character they have hitherto enjoyed. Alcock's best Billiard Tables. Night Watchman on the Premises GILMER BROTHERS, Proprietors. GRANT'S STAR HOTEL, Kennedy Street, Is again occupied by the ORIGINAL PROPRIETOR, and will be conducted by him on the former principles, so early known to, and extensively patronised by, the Buller public. Board and Residence at the Cheapest Rates. Wine, Spirits, and Ales of First Quality JAMES K. GRANT, Proprietor. BOATMANS' ARMS HOTEL. GEORGE NICHOLAS, Proprietor. G. N. Respectfully acquaints the public that he has re-opened the above Hotel, and will be happy to see any of his friends. The Bar is supplied with the choicest brands of Wines, Spirits, and Malt Liquors. GEORGE NICHOLAS, BOATMANS' ARMS HOTEL, Gladstone Street. THE ALBION HOTEL, Gladstone Street, (Late G. White's), JAMES MILNE, Proprietor. The best brands of Liquors only kept. Good Beds, and every attention paid to parties visiting this hotel. The table will be found replete with all the delicacies of the season, and at moderate charges. ORAWAITI BRIDGE HOTEL, This Hotel is picturesquely situated, one mile north of Westport—a pleasant walk from town. The grounds adjoining suitable for Picnic parties. A days boating can always be had on the Orawaiti River. A Coach Runs between this Hotel and town daily when weather is favorable and inducement offers. The Best Selection of Liquors always on hand. Paddocks for Grazing Sheep. Saddle Horses for Hire. THOS. JONES, Proprietor. ODDFELLOWS' HOTEL, Gladstone Street, CHARLES LEMPFERT, Proprietor. (Late of Addison's Flat.) C. L. begs to inform his friends and the public that he has taken the above Hotel, and those who may favour him with their patronage may depend on meeting with every accommodation. Only the best Wines, Spirits, and Beer in the market kept on the premises. Board, per week ... £1 5 0 Board and Lodging, per week 1 15 0 All old friends are requested to give him a call. HOTEL TO LET. FURNITURE AT A VALUATION. TO BE LET, THOSE centrally situated premises occupied by Parer and Arenas, Gladstone street, opposite the Court House, Westport, in one, two, or three lots, as follows:— Lot 1. The Prince of Wales Hotel. Lot 2. The Spanish Restaurant. Lot 3. Café and Billiard Saloon, and Upper Storey. The Proprietors can safely state that their business and premises are second to none in Westport. For particulars, apply on the premises. PARER AND ARENAS, Proprietors.	[791, 26, 936, 1125]
mmeckan-ship-1: RANGITOTO, Capt. Mackie, (with English Mail), 31st NOV.	[170, 713, 318, 732]
royal-restaurant: RESTAURANT,	[693, 880, 749, 890]
national-billiard: FIRST-CLASS BILLIARD TABLE.	[965, 564, 1087, 574]
southern-item: 1 do Brilliants	[480, 451, 528, 460]
testimonial-row	[638, 390, 784, 398]
referring-mills: MILLS	[701, 762, 721, 770]
grant-body: Is again occupied by the ORIGINAL PROPRIETOR, and will be conducted by him on the former principles, so early known to, and extensively patronised by, the Buller public.	[791, 263, 936, 312]
muncaster-town: Westport.	[383, 667, 416, 677]
testimonial-street: George-street	[745, 389, 784, 398]
